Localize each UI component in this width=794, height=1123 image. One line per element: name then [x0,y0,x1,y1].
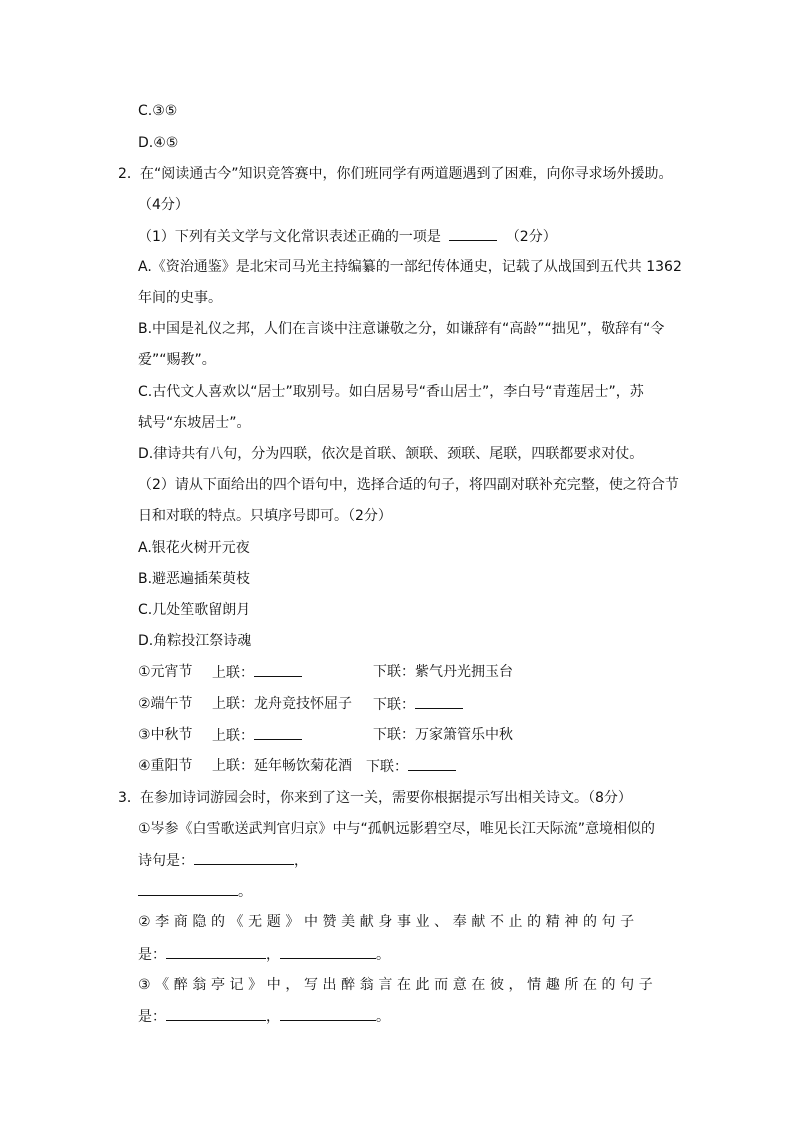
q2-sub2-option-a: A.银花火树开元夜 [138,540,250,556]
q3-item3-line1: ③《醉翁亭记》中，写出醉翁言在此而意在彼，情趣所在的句子 [138,977,658,993]
q3-item1-line2: 诗句是： ， [138,850,308,871]
couplet-row-2-festival: ②端午节 [138,696,193,712]
q3-item1-blank-2[interactable] [138,881,238,896]
q1-option-d: D.④⑤ [138,135,179,151]
q3-item2-blank-2[interactable] [280,944,376,959]
q2-number: 2． [118,166,141,182]
q2-sub1-option-a-line2: 年间的史事。 [138,290,222,306]
couplet-row-2-lower: 下联： [373,694,463,715]
couplet-row-1-upper-blank[interactable] [254,662,302,677]
q2-sub1-answer-blank[interactable] [449,226,497,241]
q3-item1-line3: 。 [138,881,252,902]
couplet-row-1-lower: 下联：紫气丹光拥玉台 [373,664,513,680]
q3-number: 3． [118,790,141,806]
q3-item2-line2: 是： ， 。 [138,944,390,965]
couplet-row-1-festival: ①元宵节 [138,664,193,680]
q3-item2-line1: ②李商隐的《无题》中赞美献身事业、奉献不止的精神的句子 [138,914,639,930]
couplet-row-2-upper: 上联：龙舟竞技怀屈子 [212,696,352,712]
couplet-row-3-lower: 下联：万家箫管乐中秋 [373,727,513,743]
couplet-row-2-lower-blank[interactable] [415,694,463,709]
q3-item1-blank-1[interactable] [194,850,294,865]
q2-score: （4分） [138,197,189,213]
q3-item2-blank-1[interactable] [166,944,266,959]
q2-sub1-option-c-line1: C.古代文人喜欢以“居士”取别号。如白居易号“香山居士”，李白号“青莲居士”，苏 [138,384,644,400]
couplet-row-1-upper: 上联： [212,662,302,683]
q1-option-c: C.③⑤ [138,103,178,119]
q2-sub2-option-d: D.角粽投江祭诗魂 [138,633,252,649]
couplet-row-4-lower: 下联： [366,756,456,777]
couplet-row-3-upper: 上联： [212,725,302,746]
couplet-row-3-upper-blank[interactable] [254,725,302,740]
q2-sub2-option-b: B.避恶遍插茱萸枝 [138,571,251,587]
q2-sub1-option-a-line1: A.《资治通鉴》是北宋司马光主持编纂的一部纪传体通史，记载了从战国到五代共 1362 [138,259,682,275]
q2-sub1-prompt: （1）下列有关文学与文化常识表述正确的一项是 （2分） [138,226,557,247]
q2-sub1-option-c-line2: 轼号“东坡居士”。 [138,415,251,431]
couplet-row-4-festival: ④重阳节 [138,758,193,774]
couplet-row-4-upper: 上联：延年畅饮菊花酒 [212,758,352,774]
q2-sub2-option-c: C.几处笙歌留朗月 [138,602,251,618]
q3-stem: 在参加诗词游园会时，你来到了这一关，需要你根据提示写出相关诗文。（8分） [140,790,632,806]
q3-item3-line2: 是： ， 。 [138,1006,390,1027]
q2-sub2-prompt-line1: （2）请从下面给出的四个语句中，选择合适的句子，将四副对联补充完整，使之符合节 [138,477,679,493]
couplet-row-3-festival: ③中秋节 [138,727,193,743]
q2-sub2-prompt-line2: 日和对联的特点。只填序号即可。（2分） [138,508,392,524]
q3-item3-blank-2[interactable] [280,1006,376,1021]
q3-item3-blank-1[interactable] [166,1006,266,1021]
q3-item1-line1: ①岑参《白雪歌送武判官归京》中与“孤帆远影碧空尽，唯见长江天际流”意境相似的 [138,821,656,837]
q2-sub1-option-d: D.律诗共有八句，分为四联，依次是首联、颔联、颈联、尾联，四联都要求对仗。 [138,446,644,462]
couplet-row-4-lower-blank[interactable] [408,756,456,771]
q2-stem: 在“阅读通古今”知识竞答赛中，你们班同学有两道题遇到了困难，向你寻求场外援助。 [140,166,673,182]
q2-sub1-option-b-line2: 爱”“赐教”。 [138,352,216,368]
q2-sub1-option-b-line1: B.中国是礼仪之邦，人们在言谈中注意谦敬之分，如谦辞有“高龄”“拙见”，敬辞有“令 [138,321,665,337]
